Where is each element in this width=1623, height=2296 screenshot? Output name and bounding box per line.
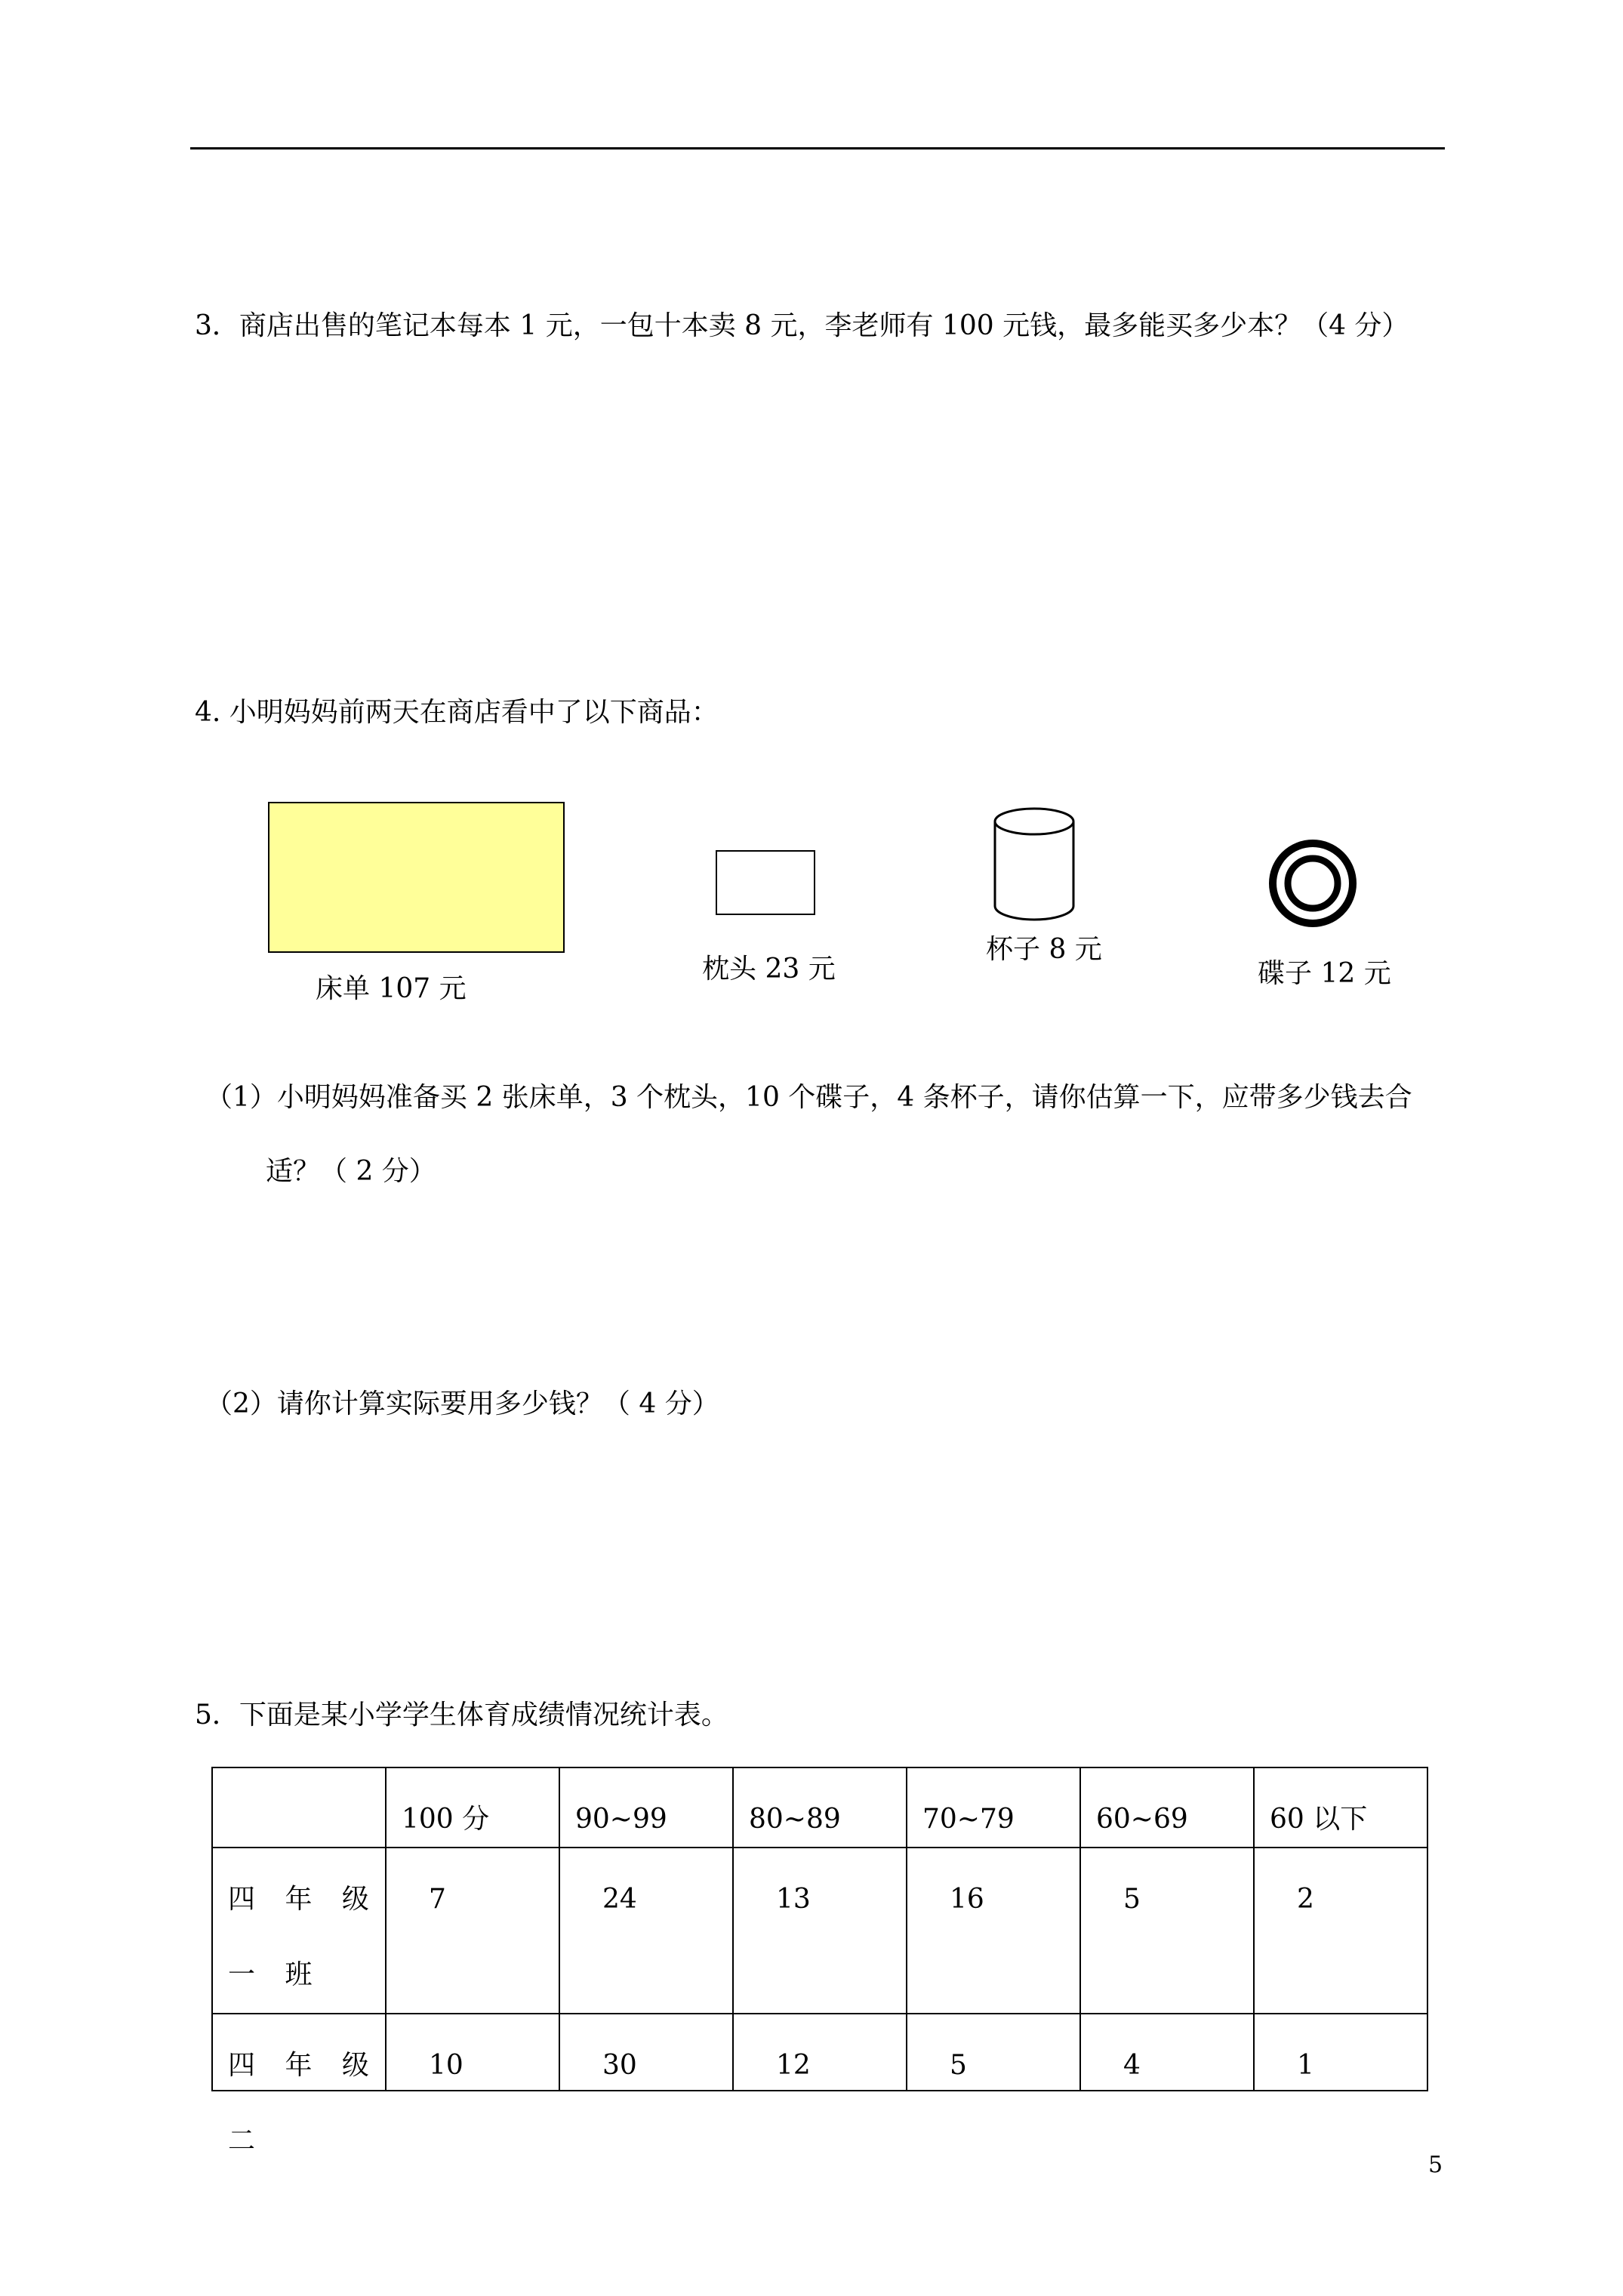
table-cell: 10 (386, 2014, 559, 2091)
table-cell: 4 (1080, 2014, 1254, 2091)
table-cell: 5 (1080, 1848, 1254, 2014)
page-number: 5 (1428, 2152, 1443, 2178)
table-header-cell: 70~79 (907, 1767, 1080, 1848)
problem-3-text: 3．商店出售的笔记本每本 1 元，一包十本卖 8 元，李老师有 100 元钱，最多能买多少本？（4 分） (195, 310, 1409, 341)
table-cell: 1 (1254, 2014, 1427, 2091)
table-cell: 12 (733, 2014, 907, 2091)
pillow-rect-icon (716, 850, 815, 915)
table-cell: 16 (907, 1848, 1080, 2014)
row-label-cell: 四 年 级 一 班 (212, 1848, 386, 2014)
table-cell: 7 (386, 1848, 559, 2014)
problem-4-q1-line2: 适？（ 2 分） (266, 1156, 436, 1187)
dish-circle-icon (1266, 837, 1360, 930)
table-header-cell: 60~69 (1080, 1767, 1254, 1848)
table-cell: 5 (907, 2014, 1080, 2091)
cup-cylinder-icon (993, 806, 1076, 921)
table-header-row (212, 1767, 1427, 1848)
problem-4-q2: （2）请你计算实际要用多少钱？（ 4 分） (205, 1388, 719, 1419)
table-header-cell: 60 以下 (1254, 1767, 1427, 1848)
table-cell: 2 (1254, 1848, 1427, 2014)
problem-4-q1-line1: （1）小明妈妈准备买 2 张床单，3 个枕头，10 个碟子，4 条杯子，请你估算一下，应带多少钱去合 (205, 1082, 1412, 1113)
table-cell: 24 (559, 1848, 733, 2014)
grade-statistics-table (211, 1767, 1428, 2156)
bedsheet-caption: 床单 107 元 (316, 973, 467, 1004)
table-header-cell: 90~99 (559, 1767, 733, 1848)
table-row (212, 2014, 1427, 2091)
header-rule (190, 147, 1445, 149)
problem-4-intro: 4. 小明妈妈前两天在商店看中了以下商品： (195, 697, 719, 728)
table-header-cell: 100 分 (386, 1767, 559, 1848)
table-header-cell: 80~89 (733, 1767, 907, 1848)
cup-caption: 杯子 8 元 (986, 934, 1102, 965)
dish-caption: 碟子 12 元 (1258, 958, 1391, 989)
pillow-caption: 枕头 23 元 (702, 954, 836, 985)
problem-5-intro: 5．下面是某小学学生体育成绩情况统计表。 (195, 1700, 728, 1730)
row-label-cell: 四 年 级 二 (212, 2014, 386, 2091)
table-cell: 13 (733, 1848, 907, 2014)
bedsheet-rect-icon (268, 802, 565, 953)
table-cell: 30 (559, 2014, 733, 2091)
table-row (212, 1848, 1427, 2014)
